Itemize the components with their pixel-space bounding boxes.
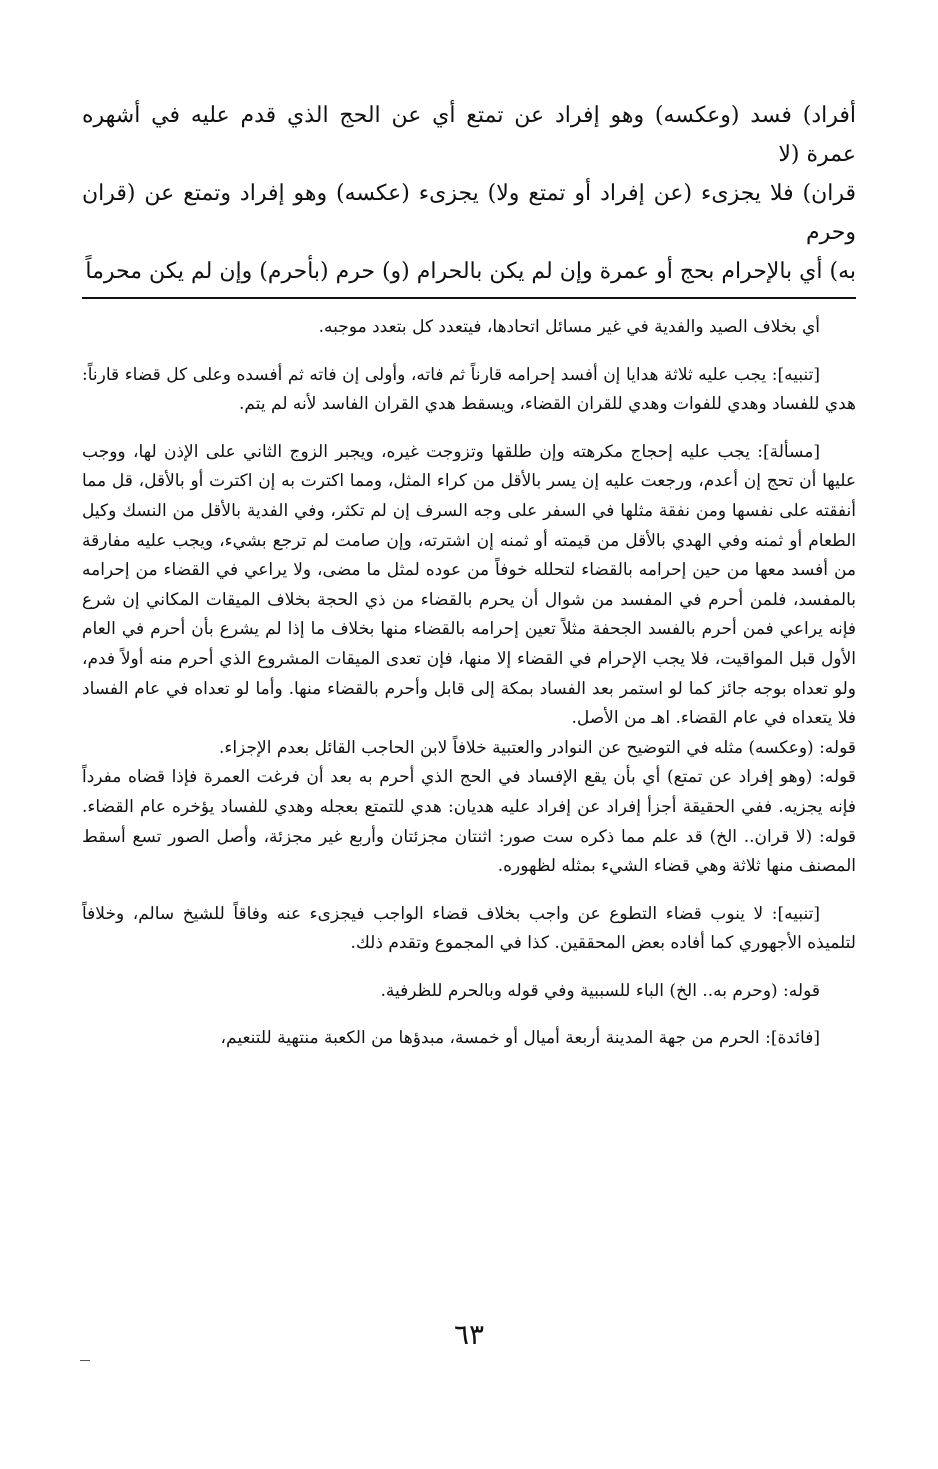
book-page <box>82 96 856 1054</box>
note-paragraph: [تنبيه]: لا ينوب قضاء التطوع عن واجب بخلاف قضاء الواجب فيجزىء عنه وفاقاً للشيخ سالم، وخلافاً لتلميذه الأجهوري كما أفاده بعض المحققين. كذا في المجموع وتقدم ذلك. <box>82 903 856 954</box>
main-text <box>82 96 856 291</box>
commentary <box>82 313 856 1054</box>
note-paragraph: [مسألة]: يجب عليه إحجاج مكرهته وإن طلقها وتزوجت غيره، ويجبر الزوج الثاني على الإذن لها، ووجب عليها أن تحج إن أعدم، ورجعت عليه إن يسر بالأقل من كراء المثل، ومما اكترت به إن اكترت أو بالأقل، قل مما أنفقته على نفسها ومن نفقة مثلها في السفر على وجه السرف إن لم تكثر، وفي الفدية بالأقل من النسك وكيل الطعام أو ثمنه وفي الهدي بالأقل من قيمته أو ثمنه إن اشترته، وإن صامت لم ترجع بشيء، ويجب عليه مفارقة من أفسد معها من حين إحرامه بالقضاء لتحلله خوفاً من عوده لمثل ما مضى، ولا يراعي في القضاء من إحرامه بالمفسد، فلمن أحرم في المفسد من شوال أن يحرم بالقضاء من ذي الحجة بخلاف الميقات المكاني إن شرع فإنه يراعي فمن أحرم بالفسد الجحفة مثلاً تعين إحرامه بالقضاء منها بخلاف ما إذا لم يشرع بأن أحرم في العام الأول قبل المواقيت، فلا يجب الإحرام في القضاء إلا منها، فإن تعدى الميقات المشروع الذي أحرم منه أولاً فدم، ولو تعداه بوجه جائز كما لو استمر بعد الفساد بمكة إلى قابل وأحرم بالقضاء منها. وأما لو تعداه في عام الفساد فلا يتعداه في عام القضاء. اهـ من الأصل. <box>82 441 856 729</box>
note-paragraph: [تنبيه]: يجب عليه ثلاثة هدايا إن أفسد إحرامه قارناً ثم فاته، وأولى إن فاته ثم أفسده وعلى كل قضاء قارناً: هدي للفساد وهدي للفوات وهدي للقران القضاء، ويسقط هدي القران الفاسد لأنه لم يتم. <box>82 364 856 415</box>
main-line: قران) فلا يجزىء (عن إفراد أو تمتع ولا) يجزىء (عكسه) وهو إفراد وتمتع عن (قران وحرم <box>82 181 856 245</box>
scan-mark <box>80 1360 90 1361</box>
note-paragraph: أي بخلاف الصيد والفدية في غير مسائل اتحادها، فيتعدد كل بتعدد موجبه. <box>318 317 820 337</box>
footnote-separator <box>82 297 856 299</box>
note-paragraph: قوله: (وعكسه) مثله في التوضيح عن النوادر والعتبية خلافاً لابن الحاجب القائل بعدم الإجزاء. <box>219 737 856 758</box>
note-paragraph: قوله: (وحرم به.. الخ) الباء للسببية وفي قوله وبالحرم للظرفية. <box>380 980 820 1001</box>
note-paragraph: [فائدة]: الحرم من جهة المدينة أربعة أميال أو خمسة، مبدؤها من الكعبة منتهية للتنعيم، <box>220 1028 820 1049</box>
note-paragraph: قوله: (وهو إفراد عن تمتع) أي بأن يقع الإفساد في الحج الذي أحرم به بعد أن فرغت العمرة فإذا قضاه مفرداً فإنه يجزيه. ففي الحقيقة أجزأ إفراد عن إفراد عليه هديان: هدي للتمتع بعجله وهدي للفساد يؤخره عام القضاء. قوله: (لا قران.. الخ) قد علم مما ذكره ست صور: اثنتان مجزئتان وأربع غير مجزئة، وأصل الصور تسع أسقط المصنف منها ثلاثة وهي قضاء الشيء بمثله لظهوره. <box>82 767 856 877</box>
main-line: به) أي بالإحرام بحج أو عمرة وإن لم يكن بالحرام (و) حرم (بأحرم) وإن لم يكن محرماً <box>85 259 856 284</box>
page-number: ٦٣ <box>453 1318 485 1351</box>
main-line: أفراد) فسد (وعكسه) وهو إفراد عن تمتع أي عن الحج الذي قدم عليه في أشهره عمرة (لا <box>82 103 856 167</box>
